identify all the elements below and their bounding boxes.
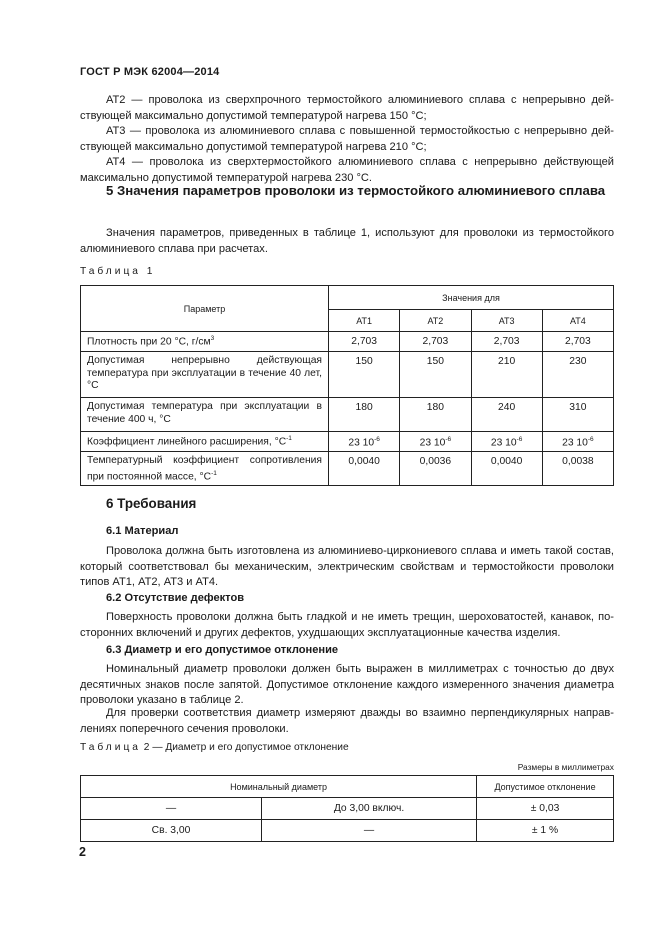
table-cell: 2,703 — [329, 332, 400, 352]
table-1-param-density: Плотность при 20 °С, $г/см^3$ — [81, 332, 329, 352]
table-cell: 23 $10^{-6}$ — [400, 432, 471, 452]
table-cell: 0,0036 — [400, 452, 471, 486]
table-cell: 23 $10^{-6}$ — [471, 432, 542, 452]
intro-paragraph-at2: АТ2 — проволока из сверхпрочного термостойкого алюминиевого сплава с непрерывно действующей максимально допустимой температурой нагрева 150 °С; — [80, 94, 614, 122]
table-cell: 0,0040 — [329, 452, 400, 486]
page-number: 2 — [79, 845, 86, 859]
table-cell: 310 — [542, 398, 613, 432]
table-cell: До 3,00 включ. — [262, 798, 477, 820]
intro-paragraph-at3: АТ3 — проволока из алюминиевого сплава с повышенной термостойкостью с непрерывно действующей максимально допустимой температурой нагрева 210 °С; — [80, 125, 614, 153]
table-2-tolerance-header: Допустимое отклонение — [477, 776, 614, 798]
table-cell: ± 1 % — [477, 820, 614, 842]
section-5-heading — [106, 183, 614, 199]
table-cell: 230 — [542, 352, 613, 398]
section-5-text: Значения параметров, приведенных в таблице 1, используют для проволоки из термостойкого алюминиевого сплава при расчетах. — [80, 227, 614, 255]
section-6-3-text-2: Для проверки соответствия диаметр измеряют дважды во взаимно перпендикулярных направлениях поперечного сечения проволоки. — [80, 707, 614, 735]
table-1-col-at2: АТ2 — [400, 310, 471, 332]
table-cell: 23 $10^{-6}$ — [329, 432, 400, 452]
table-1-param-resistance-coef: Температурный коэффициент сопротивления при постоянной массе, $^\circ С^{-1}$ — [81, 452, 329, 486]
table-cell: ± 0,03 — [477, 798, 614, 820]
table-cell: 240 — [471, 398, 542, 432]
table-row — [81, 452, 614, 486]
table-1-col-at1: АТ1 — [329, 310, 400, 332]
table-1-param-header: Параметр — [81, 286, 329, 332]
table-2-units: Размеры в миллиметрах — [517, 762, 614, 772]
table-1-col-at4: АТ4 — [542, 310, 613, 332]
table-1-param-400h-temp: Допустимая температура при эксплуатации в течение 400 ч, °С — [81, 398, 329, 432]
table-row — [81, 398, 614, 432]
section-6-2-heading: 6.2 Отсутствие дефектов — [106, 592, 245, 604]
table-row — [81, 820, 614, 842]
section-5-number: 5 — [106, 183, 114, 198]
table-cell: — — [81, 798, 262, 820]
table-1-values-header: Значения для — [329, 286, 614, 310]
table-cell: 210 — [471, 352, 542, 398]
table-1-caption: Таблица 1 — [80, 266, 156, 277]
table-2-nominal-header: Номинальный диаметр — [81, 776, 477, 798]
table-row — [81, 798, 614, 820]
table-cell: 2,703 — [471, 332, 542, 352]
table-row — [81, 332, 614, 352]
section-6-3-text-1: Номинальный диаметр проволоки должен быть выражен в миллиметрах с точностью до двух десятичных знаков после запятой. Допустимое отклонение каждого измеренного значения диаметра проволоки указано в таблице 2. — [80, 663, 614, 707]
table-1-param-expansion: Коэффициент линейного расширения, $^\circ С^{-1}$ — [81, 432, 329, 452]
table-cell: 23 $10^{-6}$ — [542, 432, 613, 452]
table-cell: 0,0038 — [542, 452, 613, 486]
section-6-2-text: Поверхность проволоки должна быть гладкой и не иметь трещин, шероховатостей, канавок, посторонних включений и других дефектов, ухудшающих эксплуатационные качества изделия. — [80, 611, 614, 639]
table-cell: 2,703 — [542, 332, 613, 352]
section-5-title: Значения параметров проволоки из термостойкого алюминиевого сплава — [117, 183, 606, 198]
table-1-param-continuous-temp: Допустимая непрерывно действующая температура при эксплуатации в течение 40 лет, °С — [81, 352, 329, 398]
table-cell: 2,703 — [400, 332, 471, 352]
table-cell: 180 — [329, 398, 400, 432]
section-6-1-heading: 6.1 Материал — [106, 525, 179, 537]
table-row — [81, 432, 614, 452]
document-header: ГОСТ Р МЭК 62004—2014 — [80, 66, 220, 78]
section-6-1-text: Проволока должна быть изготовлена из алюминиево-циркониевого сплава и иметь такой состав, который соответствовал бы механическим, электрическим свойствам и термостойкости проволоки типов АТ1, АТ2, АТ3 и АТ4. — [80, 545, 614, 589]
table-cell: 180 — [400, 398, 471, 432]
table-2 — [80, 775, 614, 842]
table-cell: 150 — [400, 352, 471, 398]
section-6-heading: 6 Требования — [106, 496, 197, 511]
table-cell: Св. 3,00 — [81, 820, 262, 842]
intro-paragraph-at4: АТ4 — проволока из сверхтермостойкого алюминиевого сплава с непрерывно действующей максимально допустимой температурой нагрева 230 °С. — [80, 156, 614, 184]
section-6-3-heading: 6.3 Диаметр и его допустимое отклонение — [106, 644, 339, 656]
table-cell: 0,0040 — [471, 452, 542, 486]
table-cell: — — [262, 820, 477, 842]
table-2-caption: Таблица 2 — Диаметр и его допустимое отклонение — [80, 742, 349, 753]
table-1 — [80, 285, 614, 486]
table-cell: 150 — [329, 352, 400, 398]
table-1-col-at3: АТ3 — [471, 310, 542, 332]
table-row — [81, 352, 614, 398]
